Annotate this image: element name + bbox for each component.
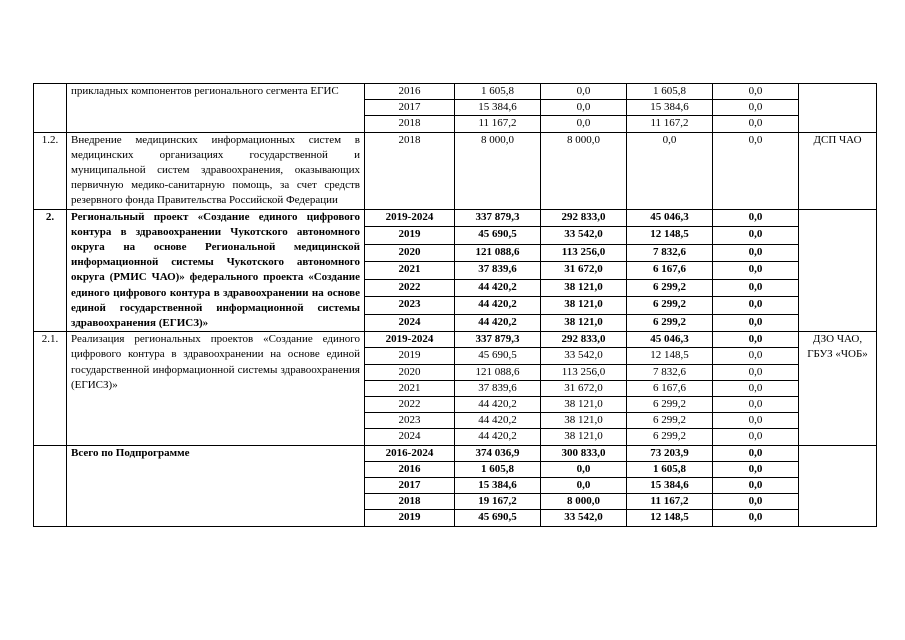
regional-cell: 12 148,5 <box>627 510 713 526</box>
federal-cell: 33 542,0 <box>541 227 627 245</box>
federal-cell: 113 256,0 <box>541 244 627 262</box>
year-cell: 2023 <box>365 297 455 315</box>
federal-cell: 300 833,0 <box>541 445 627 461</box>
other-cell: 0,0 <box>713 84 799 100</box>
regional-cell: 45 046,3 <box>627 209 713 227</box>
federal-cell: 33 542,0 <box>541 510 627 526</box>
federal-cell: 0,0 <box>541 84 627 100</box>
total-cell: 44 420,2 <box>455 279 541 297</box>
total-cell: 19 167,2 <box>455 494 541 510</box>
federal-cell: 0,0 <box>541 116 627 132</box>
year-cell: 2019 <box>365 348 455 364</box>
other-cell: 0,0 <box>713 494 799 510</box>
other-cell: 0,0 <box>713 461 799 477</box>
other-cell: 0,0 <box>713 132 799 209</box>
total-cell: 8 000,0 <box>455 132 541 209</box>
federal-cell: 0,0 <box>541 100 627 116</box>
table-row <box>34 84 877 100</box>
other-cell: 0,0 <box>713 314 799 332</box>
total-cell: 15 384,6 <box>455 478 541 494</box>
other-cell: 0,0 <box>713 332 799 348</box>
federal-cell: 0,0 <box>541 461 627 477</box>
regional-cell: 6 167,6 <box>627 380 713 396</box>
row-number <box>34 84 67 133</box>
total-cell: 37 839,6 <box>455 262 541 280</box>
row-description: Внедрение медицинских информационных систем в медицинских организациях государственной и муниципальной систем здравоохранения, оказывающих первичную медико-санитарную помощь, за счет средств резервного фонда Правительства Российской Федерации <box>67 132 365 209</box>
total-cell: 374 036,9 <box>455 445 541 461</box>
other-cell: 0,0 <box>713 445 799 461</box>
total-cell: 45 690,5 <box>455 348 541 364</box>
total-cell: 37 839,6 <box>455 380 541 396</box>
year-cell: 2020 <box>365 244 455 262</box>
year-cell: 2024 <box>365 314 455 332</box>
total-cell: 45 690,5 <box>455 227 541 245</box>
regional-cell: 6 299,2 <box>627 314 713 332</box>
federal-cell: 38 121,0 <box>541 429 627 445</box>
budget-table <box>33 83 877 527</box>
federal-cell: 38 121,0 <box>541 397 627 413</box>
row-description: прикладных компонентов регионального сегмента ЕГИС <box>67 84 365 133</box>
other-cell: 0,0 <box>713 279 799 297</box>
year-cell: 2016 <box>365 84 455 100</box>
federal-cell: 292 833,0 <box>541 332 627 348</box>
total-cell: 44 420,2 <box>455 397 541 413</box>
other-cell: 0,0 <box>713 297 799 315</box>
budget-table-page <box>33 83 876 527</box>
other-cell: 0,0 <box>713 227 799 245</box>
total-cell: 11 167,2 <box>455 116 541 132</box>
other-cell: 0,0 <box>713 348 799 364</box>
year-cell: 2023 <box>365 413 455 429</box>
regional-cell: 6 167,6 <box>627 262 713 280</box>
regional-cell: 15 384,6 <box>627 478 713 494</box>
year-cell: 2017 <box>365 100 455 116</box>
total-cell: 44 420,2 <box>455 413 541 429</box>
regional-cell: 45 046,3 <box>627 332 713 348</box>
other-cell: 0,0 <box>713 380 799 396</box>
regional-cell: 11 167,2 <box>627 116 713 132</box>
regional-cell: 1 605,8 <box>627 461 713 477</box>
responsible-cell: ДЗО ЧАО, ГБУЗ «ЧОБ» <box>799 332 877 445</box>
federal-cell: 0,0 <box>541 478 627 494</box>
year-cell: 2019 <box>365 510 455 526</box>
other-cell: 0,0 <box>713 429 799 445</box>
responsible-cell <box>799 209 877 332</box>
regional-cell: 1 605,8 <box>627 84 713 100</box>
total-cell: 121 088,6 <box>455 364 541 380</box>
total-cell: 121 088,6 <box>455 244 541 262</box>
regional-cell: 6 299,2 <box>627 397 713 413</box>
year-cell: 2019-2024 <box>365 332 455 348</box>
federal-cell: 38 121,0 <box>541 314 627 332</box>
total-cell: 15 384,6 <box>455 100 541 116</box>
year-cell: 2018 <box>365 132 455 209</box>
other-cell: 0,0 <box>713 100 799 116</box>
regional-cell: 6 299,2 <box>627 413 713 429</box>
federal-cell: 33 542,0 <box>541 348 627 364</box>
regional-cell: 73 203,9 <box>627 445 713 461</box>
year-cell: 2017 <box>365 478 455 494</box>
year-cell: 2021 <box>365 262 455 280</box>
other-cell: 0,0 <box>713 364 799 380</box>
regional-cell: 6 299,2 <box>627 279 713 297</box>
responsible-cell: ДСП ЧАО <box>799 132 877 209</box>
other-cell: 0,0 <box>713 116 799 132</box>
year-cell: 2019-2024 <box>365 209 455 227</box>
federal-cell: 31 672,0 <box>541 262 627 280</box>
responsible-cell <box>799 445 877 526</box>
other-cell: 0,0 <box>713 510 799 526</box>
regional-cell: 7 832,6 <box>627 244 713 262</box>
other-cell: 0,0 <box>713 244 799 262</box>
other-cell: 0,0 <box>713 209 799 227</box>
row-number: 2. <box>34 209 67 332</box>
table-row <box>34 132 877 209</box>
total-cell: 44 420,2 <box>455 429 541 445</box>
year-cell: 2020 <box>365 364 455 380</box>
year-cell: 2022 <box>365 279 455 297</box>
regional-cell: 7 832,6 <box>627 364 713 380</box>
total-cell: 337 879,3 <box>455 332 541 348</box>
year-cell: 2024 <box>365 429 455 445</box>
other-cell: 0,0 <box>713 262 799 280</box>
federal-cell: 38 121,0 <box>541 279 627 297</box>
federal-cell: 8 000,0 <box>541 132 627 209</box>
year-cell: 2018 <box>365 116 455 132</box>
federal-cell: 38 121,0 <box>541 413 627 429</box>
year-cell: 2021 <box>365 380 455 396</box>
row-number: 1.2. <box>34 132 67 209</box>
table-row <box>34 209 877 227</box>
year-cell: 2022 <box>365 397 455 413</box>
row-number: 2.1. <box>34 332 67 445</box>
federal-cell: 292 833,0 <box>541 209 627 227</box>
year-cell: 2019 <box>365 227 455 245</box>
row-number <box>34 445 67 526</box>
year-cell: 2016 <box>365 461 455 477</box>
year-cell: 2016-2024 <box>365 445 455 461</box>
federal-cell: 38 121,0 <box>541 297 627 315</box>
regional-cell: 6 299,2 <box>627 297 713 315</box>
federal-cell: 8 000,0 <box>541 494 627 510</box>
federal-cell: 31 672,0 <box>541 380 627 396</box>
other-cell: 0,0 <box>713 478 799 494</box>
total-cell: 1 605,8 <box>455 461 541 477</box>
responsible-cell <box>799 84 877 133</box>
regional-cell: 11 167,2 <box>627 494 713 510</box>
row-description: Всего по Подпрограмме <box>67 445 365 526</box>
table-row <box>34 445 877 461</box>
other-cell: 0,0 <box>713 397 799 413</box>
other-cell: 0,0 <box>713 413 799 429</box>
regional-cell: 15 384,6 <box>627 100 713 116</box>
total-cell: 337 879,3 <box>455 209 541 227</box>
row-description: Региональный проект «Создание единого цифрового контура в здравоохранении Чукотского автономного округа на основе Региональной медицинской информационной системы Чукотского автономного округа (РМИС ЧАО)» федерального проекта «Создание единого цифрового контура в здравоохранении на основе единой государственной информационной системы здравоохранения (ЕГИСЗ)» <box>67 209 365 332</box>
total-cell: 44 420,2 <box>455 314 541 332</box>
total-cell: 44 420,2 <box>455 297 541 315</box>
regional-cell: 0,0 <box>627 132 713 209</box>
total-cell: 1 605,8 <box>455 84 541 100</box>
row-description: Реализация региональных проектов «Создание единого цифрового контура в здравоохранении на основе единой государственной информационной системы здравоохранения (ЕГИСЗ)» <box>67 332 365 445</box>
total-cell: 45 690,5 <box>455 510 541 526</box>
regional-cell: 12 148,5 <box>627 227 713 245</box>
year-cell: 2018 <box>365 494 455 510</box>
table-row <box>34 332 877 348</box>
federal-cell: 113 256,0 <box>541 364 627 380</box>
regional-cell: 6 299,2 <box>627 429 713 445</box>
regional-cell: 12 148,5 <box>627 348 713 364</box>
